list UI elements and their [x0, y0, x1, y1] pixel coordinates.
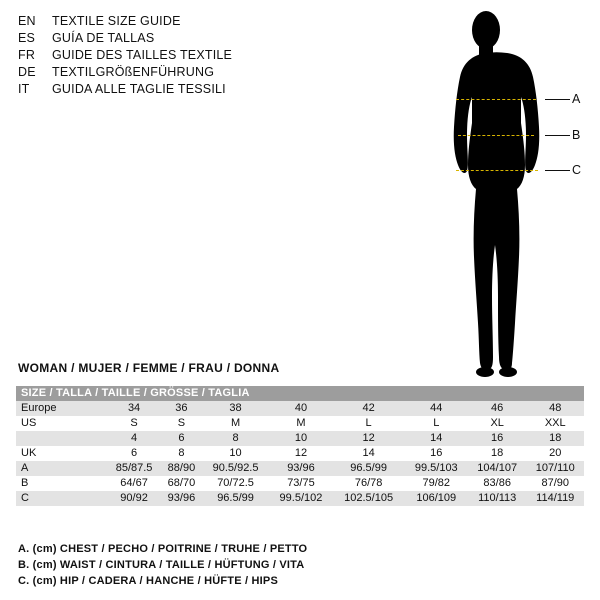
- language-row: [18, 48, 232, 65]
- language-title: GUIDA ALLE TAGLIE TESSILI: [52, 82, 226, 96]
- language-title: TEXTILE SIZE GUIDE: [52, 14, 181, 28]
- cell: 18: [527, 431, 585, 446]
- language-code: DE: [18, 65, 36, 79]
- cell: 8: [202, 431, 270, 446]
- cell: 106/109: [405, 491, 468, 506]
- cell: 93/96: [161, 491, 202, 506]
- table-row: [16, 491, 584, 506]
- cell: 4: [107, 431, 161, 446]
- cell: 107/110: [527, 461, 585, 476]
- row-label: Europe: [16, 401, 107, 416]
- cell: XXL: [527, 416, 585, 431]
- chest-measure-line: [456, 99, 536, 100]
- cell: M: [269, 416, 332, 431]
- hip-leader-line: [545, 170, 570, 171]
- language-code: IT: [18, 82, 30, 96]
- cell: 76/78: [333, 476, 405, 491]
- cell: 10: [269, 431, 332, 446]
- cell: 14: [405, 431, 468, 446]
- cell: 70/72.5: [202, 476, 270, 491]
- cell: S: [107, 416, 161, 431]
- cell: 10: [202, 446, 270, 461]
- cell: 14: [333, 446, 405, 461]
- female-silhouette-icon: [420, 5, 595, 380]
- language-row: [18, 31, 232, 48]
- cell: 85/87.5: [107, 461, 161, 476]
- measurement-notes: [18, 541, 307, 589]
- cell: 18: [468, 446, 527, 461]
- table-header-label: SIZE / TALLA / TAILLE / GRÖSSE / TAGLIA: [16, 386, 584, 401]
- language-row: [18, 14, 232, 31]
- table-row: [16, 416, 584, 431]
- cell: 110/113: [468, 491, 527, 506]
- cell: 88/90: [161, 461, 202, 476]
- row-label: B: [16, 476, 107, 491]
- cell: M: [202, 416, 270, 431]
- table-row: [16, 431, 584, 446]
- hip-measure-line: [456, 170, 538, 171]
- cell: 73/75: [269, 476, 332, 491]
- language-code: FR: [18, 48, 36, 62]
- note-hip: C. (cm) HIP / CADERA / HANCHE / HÜFTE / HIPS: [18, 575, 278, 587]
- table-row: [16, 401, 584, 416]
- cell: 44: [405, 401, 468, 416]
- note-waist: B. (cm) WAIST / CINTURA / TAILLE / HÜFTUNG / VITA: [18, 559, 305, 571]
- cell: L: [405, 416, 468, 431]
- cell: 93/96: [269, 461, 332, 476]
- cell: 99.5/103: [405, 461, 468, 476]
- language-header: [18, 14, 232, 99]
- cell: 16: [468, 431, 527, 446]
- gender-title: WOMAN / MUJER / FEMME / FRAU / DONNA: [18, 361, 280, 375]
- language-title: GUÍA DE TALLAS: [52, 31, 155, 45]
- row-label: US: [16, 416, 107, 431]
- measure-label-c: C: [572, 163, 582, 177]
- cell: XL: [468, 416, 527, 431]
- size-table: [16, 386, 584, 506]
- cell: 36: [161, 401, 202, 416]
- note-chest: A. (cm) CHEST / PECHO / POITRINE / TRUHE / PETTO: [18, 543, 308, 555]
- body-figure: [420, 5, 595, 380]
- cell: 96.5/99: [333, 461, 405, 476]
- cell: 34: [107, 401, 161, 416]
- language-title: TEXTILGRÖßENFÜHRUNG: [52, 65, 215, 79]
- cell: 6: [161, 431, 202, 446]
- cell: 12: [269, 446, 332, 461]
- measure-label-b: B: [572, 128, 581, 142]
- table-row: [16, 461, 584, 476]
- cell: 114/119: [527, 491, 585, 506]
- cell: L: [333, 416, 405, 431]
- cell: 68/70: [161, 476, 202, 491]
- row-label: [16, 431, 107, 446]
- cell: 48: [527, 401, 585, 416]
- cell: 46: [468, 401, 527, 416]
- language-code: ES: [18, 31, 36, 45]
- cell: 38: [202, 401, 270, 416]
- table-row: [16, 476, 584, 491]
- cell: 42: [333, 401, 405, 416]
- cell: 40: [269, 401, 332, 416]
- cell: 64/67: [107, 476, 161, 491]
- language-row: [18, 65, 232, 82]
- cell: 87/90: [527, 476, 585, 491]
- cell: 12: [333, 431, 405, 446]
- cell: 20: [527, 446, 585, 461]
- waist-leader-line: [545, 135, 570, 136]
- language-row: [18, 82, 232, 99]
- table-header-row: [16, 386, 584, 401]
- cell: 99.5/102: [269, 491, 332, 506]
- cell: 8: [161, 446, 202, 461]
- cell: 90/92: [107, 491, 161, 506]
- measure-label-a: A: [572, 92, 581, 106]
- language-code: EN: [18, 14, 36, 28]
- cell: 16: [405, 446, 468, 461]
- cell: 90.5/92.5: [202, 461, 270, 476]
- table-row: [16, 446, 584, 461]
- row-label: UK: [16, 446, 107, 461]
- waist-measure-line: [458, 135, 534, 136]
- cell: 6: [107, 446, 161, 461]
- cell: 104/107: [468, 461, 527, 476]
- cell: 83/86: [468, 476, 527, 491]
- cell: S: [161, 416, 202, 431]
- row-label: A: [16, 461, 107, 476]
- row-label: C: [16, 491, 107, 506]
- cell: 102.5/105: [333, 491, 405, 506]
- cell: 96.5/99: [202, 491, 270, 506]
- cell: 79/82: [405, 476, 468, 491]
- chest-leader-line: [545, 99, 570, 100]
- language-title: GUIDE DES TAILLES TEXTILE: [52, 48, 233, 62]
